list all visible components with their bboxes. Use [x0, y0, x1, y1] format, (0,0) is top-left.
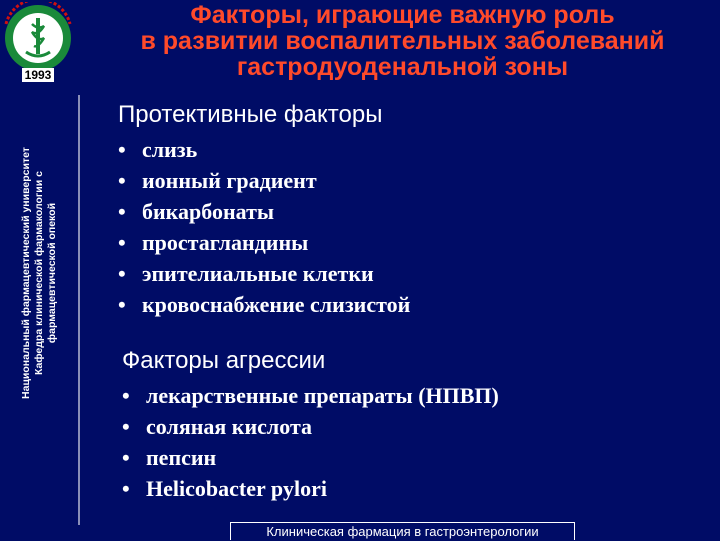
bullet-icon: •	[118, 292, 126, 317]
list-item-text: пепсин	[146, 445, 217, 470]
list-item-text: кровоснабжение слизистой	[142, 292, 411, 317]
bullet-icon: •	[118, 199, 126, 224]
department-name: Кафедра клинической фармакологии с	[33, 171, 45, 375]
university-name: Национальный фармацевтический университет	[20, 147, 32, 399]
bullet-icon: •	[122, 476, 130, 501]
list-item-text: слизь	[142, 137, 198, 162]
university-emblem-icon	[2, 2, 74, 88]
list-item	[122, 380, 499, 411]
list-item-text: соляная кислота	[146, 414, 313, 439]
protective-heading: Протективные факторы	[118, 101, 383, 128]
list-item-text: простагландины	[142, 230, 309, 255]
slide-title: Факторы, играющие важную роль в развитии воспалительных заболеваний гастродуоденальной зоны	[140, 1, 665, 81]
list-item	[118, 258, 410, 289]
bullet-icon: •	[122, 445, 130, 470]
bullet-icon: •	[122, 414, 130, 439]
list-item-text: Helicobacter pylori	[146, 476, 328, 501]
list-item-text: эпителиальные клетки	[142, 261, 374, 286]
list-item	[122, 442, 499, 473]
university-caption	[20, 103, 59, 443]
bullet-icon: •	[118, 168, 126, 193]
bullet-icon: •	[118, 230, 126, 255]
list-item-text: ионный градиент	[142, 168, 317, 193]
list-item	[122, 411, 499, 442]
bullet-icon: •	[122, 383, 130, 408]
logo-year: 1993	[24, 68, 52, 82]
list-item-text: лекарственные препараты (НПВП)	[146, 383, 499, 408]
department-name-cont: фармацевтической опекой	[46, 202, 58, 344]
aggressive-heading: Факторы агрессии	[122, 347, 326, 374]
list-item	[118, 134, 410, 165]
list-item	[118, 289, 410, 320]
footer-caption: Клиническая фармация в гастроэнтерологии	[230, 522, 575, 540]
list-item	[122, 473, 499, 504]
protective-list	[118, 134, 410, 320]
aggressive-list	[122, 380, 499, 504]
list-item	[118, 196, 410, 227]
sidebar-divider	[78, 95, 80, 525]
list-item-text: бикарбонаты	[142, 199, 275, 224]
bullet-icon: •	[118, 137, 126, 162]
list-item	[118, 165, 410, 196]
list-item	[118, 227, 410, 258]
bullet-icon: •	[118, 261, 126, 286]
